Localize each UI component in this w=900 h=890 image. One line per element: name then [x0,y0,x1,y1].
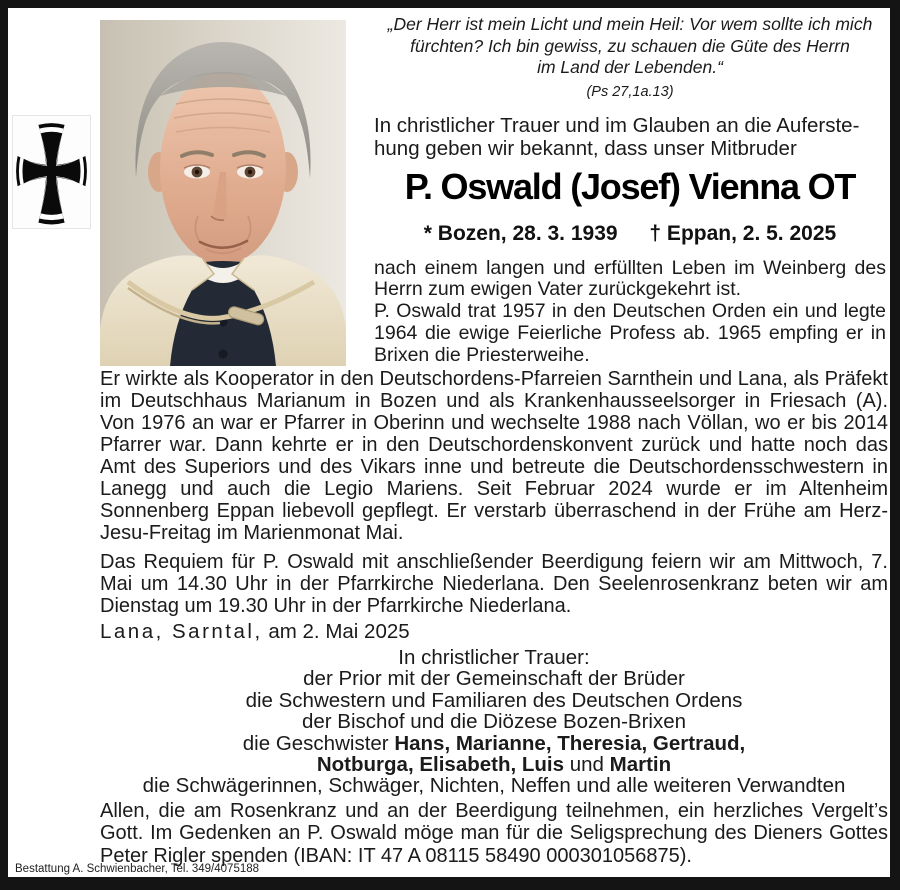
right-column [374,14,886,366]
paragraph-thanks: Allen, die am Rosenkranz und an der Beerdigung teilnehmen, ein herzliches Vergelt’s Gott. Im Gedenken an P. Oswald möge man für die Seligsprechung des Dieners Gottes Peter Rigler spenden (IBAN: IT 47 A 08115 58490 000301056875). [100,799,888,867]
siblings-line-1 [100,733,888,754]
intro-line: hung geben wir bekannt, dass unser Mitbruder [374,137,797,160]
birth-date: * Bozen, 28. 3. 1939 [423,221,618,245]
paragraph-orden: P. Oswald trat 1957 in den Deutschen Orden ein und legte 1964 die ewige Feierliche Profess ab. 1965 empfing er in Brixen die Priesterweihe. [374,300,886,366]
siblings-line-2 [100,754,888,775]
siblings-names: Notburga, Elisabeth, Luis [316,753,565,777]
siblings-names: Martin [609,753,672,777]
portrait-photo [100,20,346,366]
mourners-line: der Prior mit der Gemeinschaft der Brüder [303,667,685,691]
siblings-conjunction: und [564,753,610,777]
paragraph-requiem: Das Requiem für P. Oswald mit anschließender Beerdigung feiern wir am Mittwoch, 7. Mai um 14.30 Uhr in der Pfarrkirche Niederlana. Den Seelenrosenkranz beten wir am Dienstag um 19.30 Uhr in der Pfarrkirche Niederlana. [100,551,888,617]
intro-line: In christlicher Trauer und im Glauben an die Auferste- [374,113,860,137]
main-body [100,368,888,867]
teutonic-cross-icon [13,116,90,228]
place-label: Lana, Sarntal, [100,620,263,643]
scripture-quote-line: „Der Herr ist mein Licht und mein Heil: Vor wem sollte ich mich [387,14,873,34]
mourners-line: die Schwestern und Familiaren des Deutschen Ordens [245,688,743,712]
siblings-names: Hans, Marianne, Theresia, Gertraud, [394,731,746,755]
mourners-line: der Bischof und die Diözese Bozen-Brixen [301,710,686,734]
announcement-intro [374,114,886,161]
funeral-home-footer: Bestattung A. Schwienbacher, Tel. 349/4075188 [15,863,260,875]
scripture-quote-line: fürchten? Ich bin gewiss, zu schauen die Güte des Herrn [410,35,850,56]
death-date: † Eppan, 2. 5. 2025 [649,221,837,245]
mourners-heading: In christlicher Trauer: [398,646,590,669]
date-label: am 2. Mai 2025 [262,620,410,643]
deceased-name: P. Oswald (Josef) Vienna OT [404,165,856,207]
place-and-date-line [100,620,888,644]
mourners-section [100,647,888,797]
scripture-quote-line: im Land der Lebenden.“ [537,57,723,77]
scripture-reference: (Ps 27,1a.13) [586,83,674,100]
paragraph-life: Er wirkte als Kooperator in den Deutschordens-Pfarreien Sarnthein und Lana, als Präfekt im Deutschhaus Marianum in Bozen und als Krankenhausseelsorger in Friesach (A). Von 1976 an war er Pfarrer in Oberinn und wechselte 1988 nach Völlan, wo er bis 2014 Pfarrer war. Dann kehrte er in den Deutschordenskonvent zurück und hatte noch das Amt des Superiors und des Vikars inne und betreute die Deutschordensschwestern in Lanegg und auch die Legio Mariens. Seit Februar 2024 wurde er im Altenheim Sonnenberg Eppan liebevoll gepflegt. Er verstarb überraschend in der Frühe am Herz-Jesu-Freitag im Marienmonat Mai. [100,368,888,544]
paragraph-return: nach einem langen und erfüllten Leben im Weinberg des Herrn zum ewigen Vater zurückgekehrt ist. [374,256,886,301]
siblings-prefix: die Geschwister [242,731,395,755]
life-dates [374,222,886,246]
relatives-line: die Schwägerinnen, Schwäger, Nichten, Neffen und alle weiteren Verwandten [142,774,846,798]
obituary-page [8,8,890,877]
